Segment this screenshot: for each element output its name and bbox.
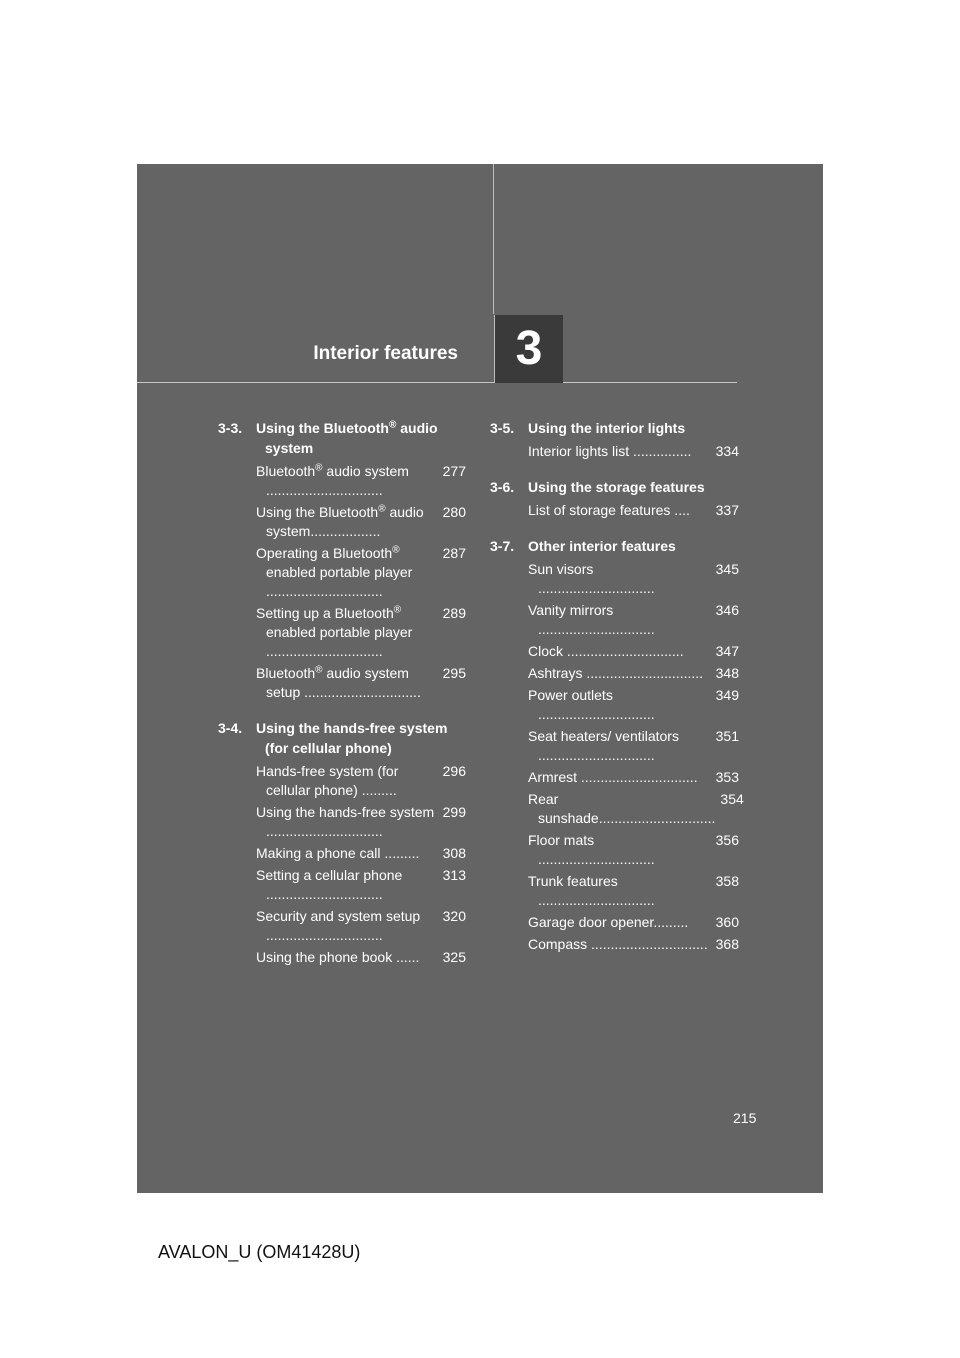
entry-page: 295 — [442, 665, 466, 681]
entry-list — [256, 762, 466, 967]
entry-label: Bluetooth® audio system setup .............................. — [256, 664, 421, 700]
entry-label: Setting a cellular phone .............................. — [256, 867, 403, 902]
entry-list — [256, 462, 466, 702]
toc-entry[interactable] — [528, 560, 739, 598]
section-title: Other interior features — [528, 538, 676, 554]
toc-entry[interactable] — [528, 686, 739, 724]
entry-label: Clock .............................. — [528, 643, 684, 659]
entry-page: 358 — [715, 873, 739, 889]
entry-page: 353 — [715, 769, 739, 785]
toc-entry[interactable] — [528, 935, 739, 954]
entry-page: 289 — [442, 605, 466, 621]
entry-label: Hands-free system (for cellular phone) ......... — [256, 763, 399, 798]
entry-page: 346 — [715, 602, 739, 618]
toc-entry[interactable] — [528, 601, 739, 639]
section-number: 3-5. — [490, 420, 515, 436]
entry-page: 296 — [442, 763, 466, 779]
toc-entry[interactable] — [256, 544, 466, 601]
toc-left-column — [218, 418, 466, 983]
entry-list — [528, 442, 739, 461]
toc-entry[interactable] — [256, 762, 466, 800]
entry-page: 287 — [442, 545, 466, 561]
toc-entry[interactable] — [528, 442, 739, 461]
section-heading[interactable] — [490, 477, 739, 497]
entry-label: Sun visors .............................. — [528, 561, 655, 596]
toc-section — [218, 718, 466, 967]
entry-page: 347 — [715, 643, 739, 659]
toc-entry[interactable] — [528, 642, 739, 661]
section-heading[interactable] — [490, 418, 739, 438]
toc-entry[interactable] — [256, 503, 466, 541]
toc-entry[interactable] — [528, 768, 739, 787]
toc-entry[interactable] — [256, 948, 466, 967]
section-number: 3-3. — [218, 420, 243, 436]
toc-entry[interactable] — [528, 872, 739, 910]
entry-label: Armrest .............................. — [528, 769, 698, 785]
entry-page: 345 — [715, 561, 739, 577]
entry-label: Making a phone call ......... — [256, 845, 420, 861]
entry-page: 360 — [715, 914, 739, 930]
document-id: AVALON_U (OM41428U) — [158, 1242, 361, 1262]
toc-entry[interactable] — [528, 913, 739, 932]
section-number: 3-6. — [490, 479, 515, 495]
section-title: Using the storage features — [528, 479, 705, 495]
entry-page: 348 — [715, 665, 739, 681]
entry-label: Using the hands-free system .............................. — [256, 804, 435, 839]
section-number: 3-4. — [218, 720, 243, 736]
page-number: 215 — [733, 1110, 757, 1126]
toc-entry[interactable] — [528, 664, 739, 683]
entry-label: Interior lights list ............... — [528, 443, 692, 459]
entry-label: Trunk features .............................. — [528, 873, 655, 908]
toc-entry[interactable] — [256, 866, 466, 904]
toc-entry[interactable] — [528, 831, 739, 869]
section-title: Using the interior lights — [528, 420, 686, 436]
entry-list — [528, 501, 739, 520]
toc-entry[interactable] — [256, 604, 466, 661]
entry-page: 368 — [715, 936, 739, 952]
entry-page: 299 — [442, 804, 466, 820]
toc-entry[interactable] — [256, 803, 466, 841]
divider-vertical — [493, 164, 494, 314]
entry-page: 325 — [442, 949, 466, 965]
entry-page: 277 — [442, 463, 466, 479]
toc-entry[interactable] — [256, 907, 466, 945]
section-number: 3-7. — [490, 538, 515, 554]
entry-label: Bluetooth® audio system .............................. — [256, 462, 409, 498]
toc-entry[interactable] — [256, 664, 466, 702]
divider-horizontal — [137, 382, 737, 383]
entry-page: 334 — [715, 443, 739, 459]
section-title: Using the Bluetooth® audio system — [256, 419, 438, 456]
entry-label: Ashtrays .............................. — [528, 665, 704, 681]
section-title: Using the hands-free system (for cellular phone) — [256, 720, 448, 756]
entry-page: 349 — [715, 687, 739, 703]
entry-label: Security and system setup .............................. — [256, 908, 421, 943]
section-heading[interactable] — [218, 718, 466, 758]
entry-label: Garage door opener......... — [528, 914, 689, 930]
entry-label: Rear sunshade.............................. — [528, 791, 716, 826]
chapter-number: 3 — [494, 315, 563, 383]
entry-page: 337 — [715, 502, 739, 518]
toc-entry[interactable] — [528, 727, 739, 765]
toc-entry[interactable] — [256, 462, 466, 500]
section-heading[interactable] — [218, 418, 466, 458]
entry-page: 280 — [442, 504, 466, 520]
entry-page: 351 — [715, 728, 739, 744]
entry-label: List of storage features .... — [528, 502, 690, 518]
toc-section — [490, 418, 739, 461]
toc-entry[interactable] — [256, 844, 466, 863]
entry-label: Power outlets .............................. — [528, 687, 655, 722]
entry-label: Operating a Bluetooth® enabled portable player .............................. — [256, 544, 413, 599]
entry-label: Using the phone book ...... — [256, 949, 420, 965]
chapter-title: Interior features — [313, 343, 458, 364]
entry-label: Floor mats .............................. — [528, 832, 655, 867]
toc-entry[interactable] — [528, 790, 744, 828]
entry-label: Setting up a Bluetooth® enabled portable player .............................. — [256, 604, 413, 659]
entry-label: Seat heaters/ ventilators .............................. — [528, 728, 679, 763]
toc-section — [490, 536, 744, 954]
entry-label: Vanity mirrors .............................. — [528, 602, 655, 637]
entry-page: 313 — [442, 867, 466, 883]
entry-list — [528, 560, 744, 954]
toc-right-column — [490, 418, 744, 970]
toc-section — [218, 418, 466, 702]
toc-section — [490, 477, 739, 520]
entry-page: 354 — [720, 791, 744, 807]
entry-page: 320 — [442, 908, 466, 924]
entry-label: Compass .............................. — [528, 936, 708, 952]
toc-entry[interactable] — [528, 501, 739, 520]
entry-page: 356 — [715, 832, 739, 848]
section-heading[interactable] — [490, 536, 739, 556]
entry-page: 308 — [442, 845, 466, 861]
entry-label: Using the Bluetooth® audio system.................. — [256, 503, 424, 539]
